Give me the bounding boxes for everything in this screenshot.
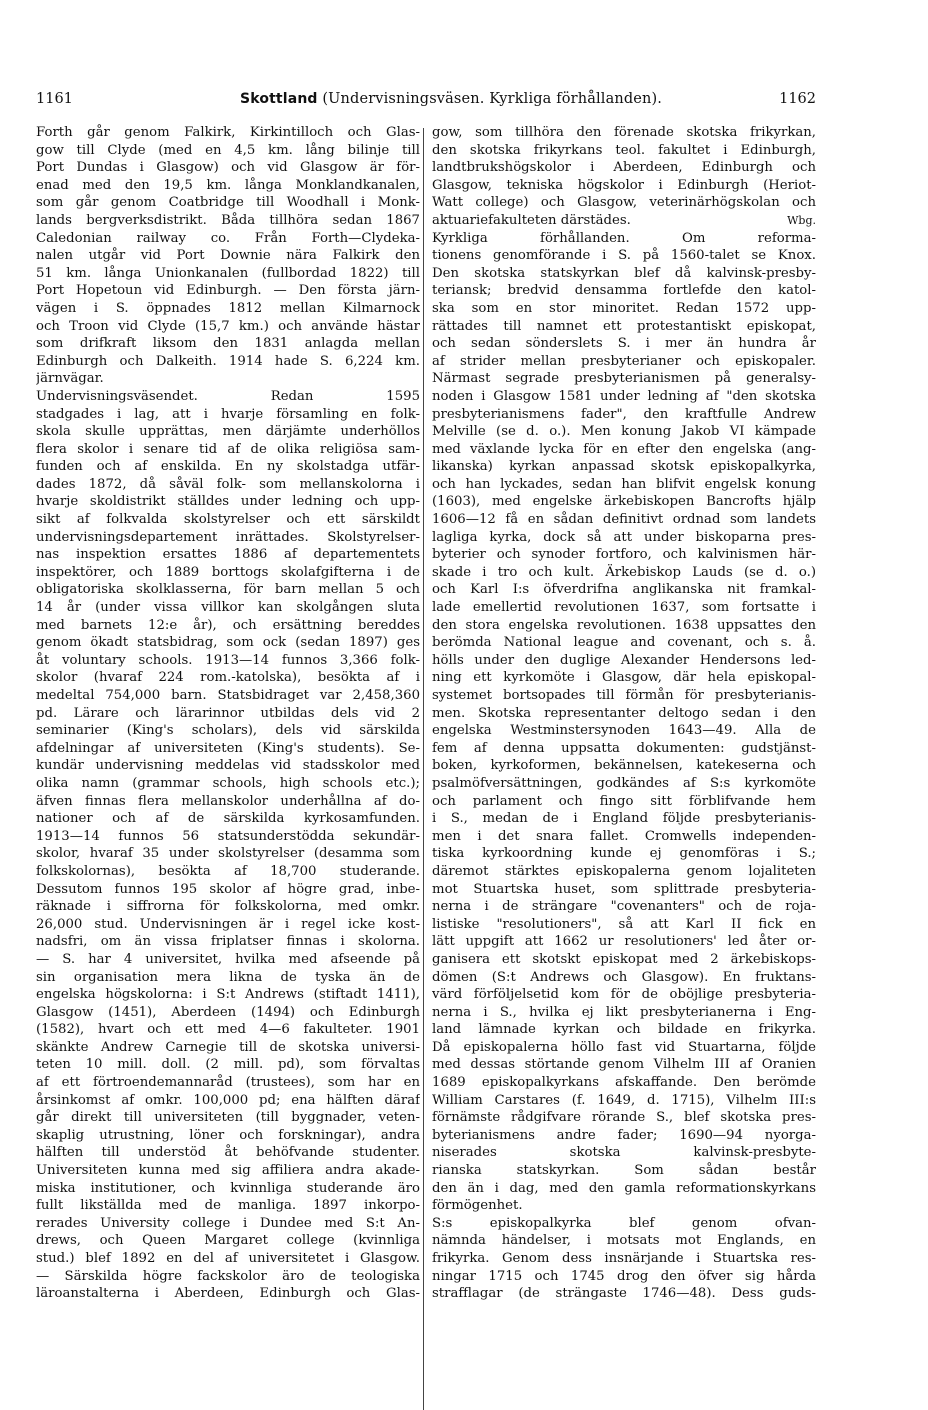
text-line-content: årsinkomst af omkr. 100,000 pd; ena hälften däraf: [36, 1092, 420, 1108]
text-line-content: hvarje skoldistrikt ställdes under ledning och upp-: [36, 494, 420, 510]
text-line: [36, 282, 420, 300]
text-line-content: går direkt till universiteten (till byggnader, veten-: [36, 1110, 420, 1126]
text-line-content: Forth går genom Falkirk, Kirkintilloch och Glas-: [36, 125, 420, 140]
text-line-content: seminarier (King's scholars), dels vid särskilda: [36, 723, 420, 739]
text-line-content: läroanstalterna i Aberdeen, Edinburgh och Glas-: [36, 1286, 420, 1302]
text-line-content: genom ökadt statsbidrag, som ock (sedan 1897) ges: [36, 635, 420, 651]
text-line: [432, 1215, 816, 1233]
text-line: [36, 1109, 420, 1127]
text-line: [432, 546, 816, 564]
text-line-content: och han lyckades, sedan han blifvit engelsk konung: [432, 476, 816, 492]
text-line: [432, 212, 816, 230]
text-line-content: förnämste rådgifvare rörande S., blef skotska pres-: [432, 1110, 816, 1126]
text-line-content: sikt af folkvalda skolstyrelser och ett särskildt: [36, 512, 420, 528]
text-line: [432, 652, 816, 670]
text-line: [432, 810, 816, 828]
text-line: [432, 318, 816, 336]
text-line: [432, 1092, 816, 1110]
text-line-content: lagliga kyrka, dock så att under biskoparna pres-: [432, 529, 816, 545]
text-line: [36, 581, 420, 599]
text-line: [36, 1004, 420, 1022]
text-line-content: inspektörer, och 1889 borttogs skolafgifterna i de: [36, 564, 420, 580]
text-line: [36, 423, 420, 441]
text-line-content: Port Dundas i Glasgow) och vid Glasgow är för-: [36, 160, 420, 176]
text-line: [432, 669, 816, 687]
text-line: [432, 564, 816, 582]
text-line: [432, 265, 816, 283]
text-line-content: med dessas störtande genom Vilhelm III af Oranien: [432, 1057, 816, 1073]
text-line: [432, 722, 816, 740]
text-line-content: skade i tro och kult. Ärkebiskop Lauds (se d. o.): [432, 564, 816, 580]
text-line: [432, 1074, 816, 1092]
text-line-content: olika namn (grammar schools, high schools etc.);: [36, 775, 420, 791]
text-line-content: Dessutom funnos 195 skolor af högre grad, inbe-: [36, 881, 420, 897]
text-line: [36, 1144, 420, 1162]
text-line: [36, 1250, 420, 1268]
page-number-left: 1161: [36, 91, 73, 107]
text-line-content: Edinburgh och Dalkeith. 1914 hade S. 6,224 km.: [36, 353, 420, 369]
text-line-content: listiske "resolutioners", så att Karl II fick en: [432, 916, 816, 932]
text-line-content: lätt uppgift att 1662 ur resolutioners' led åter or-: [432, 934, 816, 950]
text-line: [36, 1092, 420, 1110]
author-signature: Wbg.: [787, 213, 816, 227]
text-line: [36, 617, 420, 635]
text-line: [36, 159, 420, 177]
text-line: [432, 916, 816, 934]
page-header: [36, 86, 816, 112]
text-line: [36, 1127, 420, 1145]
text-line-content: afdelningar af universiteten (King's students). Se-: [36, 740, 420, 756]
text-line: [432, 599, 816, 617]
text-line: [36, 845, 420, 863]
text-line: [432, 142, 816, 160]
text-line-content: nerna i de strängare "covenanters" och de roja-: [432, 899, 816, 915]
text-line: [432, 300, 816, 318]
text-line-content: 51 km. långa Unionkanalen (fullbordad 1822) till: [36, 265, 420, 281]
text-line: [432, 159, 816, 177]
text-line: [36, 951, 420, 969]
text-line-content: Då episkopalerna höllo fast vid Stuartarna, följde: [432, 1039, 816, 1055]
text-line-content: Caledonian railway co. Från Forth—Clydeka-: [36, 230, 420, 246]
text-line: [36, 1285, 420, 1303]
text-line-content: gow, som tillhöra den förenade skotska frikyrkan,: [432, 125, 816, 140]
text-line-content: i S., medan de i England följde presbyterianis-: [432, 811, 816, 827]
text-line: [432, 511, 816, 529]
text-line-content: ganisera ett skotskt episkopat med 2 ärkebiskops-: [432, 951, 816, 967]
text-line-content: engelska högskolorna: i S:t Andrews (stiftadt 1411),: [36, 987, 420, 1003]
text-line: [432, 493, 816, 511]
text-line: [36, 1162, 420, 1180]
text-line: [36, 986, 420, 1004]
text-line-content: strafflagar (de strängaste 1746—48). Dess guds-: [432, 1286, 816, 1302]
text-line: [432, 1180, 816, 1198]
text-line: [432, 370, 816, 388]
text-line-content: 1606—12 få en sådan definitivt ordnad som landets: [432, 512, 816, 528]
text-line-content: 14 år (under vissa villkor kan skolgången sluta: [36, 600, 420, 616]
text-line-content: William Carstares (f. 1649, d. 1715), Vilhelm III:s: [432, 1092, 816, 1108]
text-line: [36, 441, 420, 459]
text-line: [432, 388, 816, 406]
text-line: [36, 370, 420, 388]
text-line-content: noden i Glasgow 1581 under ledning af "den skotska: [432, 388, 816, 404]
text-line-content: fem af denna uppsatta dokumenten: gudstjänst-: [432, 740, 816, 756]
text-line: [432, 863, 816, 881]
text-line: [432, 124, 816, 142]
text-line: [36, 740, 420, 758]
text-line: [432, 740, 816, 758]
text-line: [36, 230, 420, 248]
text-line: [36, 476, 420, 494]
text-line: [432, 581, 816, 599]
text-line: [36, 916, 420, 934]
text-line-content: 1689 episkopalkyrkans afskaffande. Den berömde: [432, 1075, 816, 1091]
running-title: [240, 86, 662, 112]
text-line-content: aktuariefakulteten därstädes.: [432, 212, 631, 228]
text-line: [432, 406, 816, 424]
text-line: [36, 212, 420, 230]
text-line: [432, 458, 816, 476]
text-line: [432, 1039, 816, 1057]
left-column: [36, 124, 420, 1303]
text-line-content: åt voluntary schools. 1913—14 funnos 3,366 folk-: [36, 652, 420, 668]
text-line: [432, 247, 816, 265]
text-line: [36, 687, 420, 705]
text-line: [432, 1004, 816, 1022]
text-line: [432, 230, 816, 248]
text-line: [36, 634, 420, 652]
text-line-content: Watt college) och Glasgow, veterinärhögskolan och: [432, 195, 816, 211]
text-line: [36, 564, 420, 582]
text-line-content: förmögenhet.: [432, 1198, 523, 1214]
page-number-right: 1162: [779, 91, 816, 107]
text-line: [36, 1021, 420, 1039]
text-line-content: räknade i siffrorna för folkskolorna, med omkr.: [36, 899, 420, 915]
text-line: [36, 705, 420, 723]
text-line: [432, 705, 816, 723]
text-line: [36, 898, 420, 916]
text-line-content: (1582), hvart och ett med 4—6 fakulteter. 1901: [36, 1022, 420, 1038]
text-line-content: skolor, hvaraf 35 under skolstyrelser (desamma som: [36, 846, 420, 862]
text-line-content: mot Stuartska huset, som splittrade presbyteria-: [432, 881, 816, 897]
text-line: [432, 194, 816, 212]
text-line-content: rättades till namnet ett protestantiskt episkopat,: [432, 318, 816, 334]
text-line-content: funden och af enskilda. En ny skolstadga utfär-: [36, 459, 420, 475]
text-line: [36, 1197, 420, 1215]
text-line-content: teriansk; bredvid densamma fortlefde den katol-: [432, 283, 816, 299]
text-line-content: teten 10 mill. doll. (2 mill. pd), som förvaltas: [36, 1057, 420, 1073]
text-line-content: folkskolornas), besökta af 18,700 studerande.: [36, 863, 420, 879]
text-line-content: boken, kyrkoformen, bekännelsen, katekeserna och: [432, 758, 816, 774]
text-line: [432, 1056, 816, 1074]
text-line-content: hölls under den duglige Alexander Hendersons led-: [432, 652, 816, 668]
text-line: [36, 335, 420, 353]
text-line-content: kundär undervisning meddelas vid stadsskolor med: [36, 758, 420, 774]
text-line: [432, 986, 816, 1004]
text-line-content: ning ett kyrkomöte i Glasgow, där hela episkopal-: [432, 670, 816, 686]
text-line-content: lade emellertid revolutionen 1637, som fortsatte i: [432, 600, 816, 616]
text-line-content: hälften till understöd åt behöfvande studenter.: [36, 1145, 420, 1161]
text-line-content: skolor (hvaraf 224 rom.-katolska), besökta af i: [36, 670, 420, 686]
text-line: [36, 511, 420, 529]
text-line: [432, 634, 816, 652]
text-line-content: sin organisation mera likna de tyska än de: [36, 969, 420, 985]
text-line-content: pd. Lärare och lärarinnor utbildas dels vid 2: [36, 705, 420, 721]
text-line: [36, 142, 420, 160]
text-line-content: Den skotska statskyrkan blef då kalvinsk-presby-: [432, 265, 816, 281]
text-line-content: men. Skotska representanter deltogo sedan i den: [432, 705, 816, 721]
text-line-content: obligatoriska skolklasserna, för barn mellan 5 och: [36, 582, 420, 598]
text-line-content: berömda National league and covenant, och s. å.: [432, 635, 816, 651]
text-line-content: men i det snara fallet. Cromwells independen-: [432, 828, 816, 844]
text-line-content: af strider mellan presbyterianer och episkopaler.: [432, 353, 816, 369]
text-line-content: dömen (S:t Andrews och Glasgow). En fruktans-: [432, 969, 816, 985]
text-line-content: stud.) blef 1892 en del af universitetet i Glasgow.: [36, 1251, 420, 1266]
text-line-content: järnvägar.: [36, 371, 104, 387]
text-line: [432, 898, 816, 916]
text-line: [36, 406, 420, 424]
text-line-content: undervisningsdepartement inrättades. Skolstyrelser-: [36, 529, 420, 545]
text-line-content: presbyterianismens fader", den kraftfulle Andrew: [432, 406, 816, 422]
text-line: [432, 1268, 816, 1286]
text-line: [36, 969, 420, 987]
text-line-content: (1603), med engelske ärkebiskopen Bancrofts hjälp: [432, 494, 816, 510]
text-line-content: nämnda händelser, i motsats mot Englands, en: [432, 1233, 816, 1249]
text-line: [36, 124, 420, 142]
text-line-content: medeltal 754,000 barn. Statsbidraget var 2,458,360: [36, 688, 420, 703]
text-line: [36, 1074, 420, 1092]
text-line: [36, 933, 420, 951]
text-line: [432, 1127, 816, 1145]
text-line: [36, 652, 420, 670]
text-line-content: däremot stärktes episkopalerna genom lojaliteten: [432, 863, 816, 879]
text-line-content: niserades skotska kalvinsk-presbyte-: [432, 1145, 816, 1161]
text-line: [432, 881, 816, 899]
text-line-content: engelska Westminstersynoden 1643—49. Alla de: [432, 723, 816, 739]
text-line-content: ningar 1715 och 1745 drog den öfver sig hårda: [432, 1268, 816, 1284]
text-line: [36, 1215, 420, 1233]
text-line-content: värd förföljelsetid kom för de oböjlige presbyteria-: [432, 987, 816, 1003]
text-line: [36, 318, 420, 336]
text-line: [36, 828, 420, 846]
text-line-content: som går genom Coatbridge till Woodhall i Monk-: [36, 195, 420, 211]
text-line: [432, 423, 816, 441]
text-line: [36, 177, 420, 195]
right-column: [432, 124, 816, 1303]
text-line: [432, 687, 816, 705]
text-line: [432, 1162, 816, 1180]
text-line: [36, 194, 420, 212]
text-line-content: 26,000 stud. Undervisningen är i regel icke kost-: [36, 916, 420, 932]
text-line-content: äfven finnas flera mellanskolor underhållna af do-: [36, 793, 420, 809]
text-line: [36, 247, 420, 265]
text-line-content: skaplig utrustning, löner och forskningar), andra: [36, 1127, 420, 1143]
text-line: [432, 828, 816, 846]
text-line: [432, 775, 816, 793]
text-line: [36, 353, 420, 371]
text-line: [432, 845, 816, 863]
text-line-content: stadgades i lag, att i hvarje församling en folk-: [36, 406, 420, 422]
text-line: [36, 546, 420, 564]
text-line-content: Port Hopetoun vid Edinburgh. — Den första järn-: [36, 283, 420, 299]
text-line: [432, 1109, 816, 1127]
text-line-content: rerades University college i Dundee med S:t An-: [36, 1215, 420, 1231]
text-line: [36, 722, 420, 740]
text-line: [432, 441, 816, 459]
text-line-content: frikyrka. Genom dess insnärjande i Stuartska res-: [432, 1251, 816, 1266]
text-line: [432, 1144, 816, 1162]
text-line: [432, 529, 816, 547]
text-line-content: nas inspektion ersattes 1886 af departementets: [36, 547, 420, 563]
text-line-content: enad med den 19,5 km. långa Monklandkanalen,: [36, 177, 420, 193]
text-line-content: gow till Clyde (med en 4,5 km. lång bilinje till: [36, 142, 420, 158]
text-line-content: den än i dag, med den gamla reformationskyrkans: [432, 1180, 816, 1196]
text-line-content: som drifkraft liksom den 1831 anlagda mellan: [36, 336, 420, 352]
text-line: [432, 476, 816, 494]
running-title-rest: (Undervisningsväsen. Kyrkliga förhållanden).: [317, 91, 663, 107]
text-line: [36, 493, 420, 511]
text-line-content: nadsfri, om än vissa friplatser finnas i skolorna.: [36, 934, 420, 950]
text-line: [36, 1268, 420, 1286]
text-line: [36, 757, 420, 775]
text-line-content: Kyrkliga förhållanden. Om reforma-: [432, 230, 816, 246]
text-line: [432, 1232, 816, 1250]
text-line: [36, 810, 420, 828]
text-line-content: och parlament och fingo sitt förblifvande hem: [432, 793, 816, 809]
text-line: [36, 1232, 420, 1250]
text-line: [432, 353, 816, 371]
text-line-content: Melville (se d. o.). Men konung Jakob VI kämpade: [432, 424, 816, 440]
text-line: [36, 863, 420, 881]
text-line: [432, 951, 816, 969]
text-line: [36, 265, 420, 283]
text-line-content: den skotska frikyrkans teol. fakultet i Edinburgh,: [432, 142, 816, 158]
text-line-content: rianska statskyrkan. Som sådan består: [432, 1163, 816, 1179]
text-line-content: vägen i S. öppnades 1812 mellan Kilmarnock: [36, 300, 420, 316]
text-line: [36, 793, 420, 811]
text-line: [432, 1197, 816, 1215]
text-line: [36, 458, 420, 476]
text-line-content: Närmast segrade presbyterianismen på generalsy-: [432, 371, 816, 387]
text-line-content: med växlande lycka för en efter den engelska (ang-: [432, 441, 816, 457]
text-line-content: tionens genomförande i S. på 1560-talet se Knox.: [432, 248, 816, 264]
running-title-keyword: Skottland: [240, 91, 318, 107]
text-line-content: Glasgow, tekniska högskolor i Edinburgh (Heriot-: [432, 177, 816, 193]
text-line-content: skola skulle upprättas, men därjämte underhöllos: [36, 424, 420, 440]
text-line-content: Universiteten kunna med sig affiliera andra akade-: [36, 1163, 420, 1179]
text-line-content: miska institutioner, och kvinnliga studerande äro: [36, 1180, 420, 1196]
text-line: [432, 1021, 816, 1039]
text-line-content: landtbrukshögskolor i Aberdeen, Edinburgh och: [432, 160, 816, 176]
text-line: [432, 177, 816, 195]
text-line-content: psalmöfversättningen, godkändes af S:s kyrkomöte: [432, 775, 816, 791]
text-line-content: drews, och Queen Margaret college (kvinnliga: [36, 1233, 420, 1249]
text-line: [36, 599, 420, 617]
text-line-content: nationer och af de särskilda kyrkosamfunden.: [36, 811, 420, 827]
text-line: [432, 933, 816, 951]
text-line-content: 1913—14 funnos 56 statsunderstödda sekundär-: [36, 828, 420, 844]
text-line: [432, 282, 816, 300]
text-line-content: — Särskilda högre fackskolor äro de teologiska: [36, 1268, 420, 1284]
text-line-content: lands bergverksdistrikt. Båda tillhöra sedan 1867: [36, 212, 420, 228]
text-line-content: land lämnade kyrkan och bildade en frikyrka.: [432, 1022, 816, 1038]
text-line: [36, 881, 420, 899]
text-line-content: S:s episkopalkyrka blef genom ofvan-: [432, 1215, 816, 1231]
text-line-content: den stora engelska revolutionen. 1638 uppsattes den: [432, 617, 816, 633]
text-line-content: Undervisningsväsendet. Redan 1595: [36, 388, 420, 404]
text-line: [36, 775, 420, 793]
text-line: [36, 300, 420, 318]
text-line: [432, 335, 816, 353]
text-line-content: fullt likställda med de manliga. 1897 inkorpo-: [36, 1198, 420, 1214]
text-line-content: nerna i S., hvilka ej likt presbyterianerna i Eng-: [432, 1004, 816, 1020]
text-line: [36, 1056, 420, 1074]
text-line-content: och Troon vid Clyde (15,7 km.) och använde hästar: [36, 318, 420, 334]
text-line: [432, 757, 816, 775]
text-line: [432, 1250, 816, 1268]
text-line-content: likanska) kyrkan anpassad skotsk episkopalkyrka,: [432, 459, 816, 475]
text-line-content: nalen utgår vid Port Downie nära Falkirk den: [36, 248, 420, 264]
text-line: [36, 1180, 420, 1198]
text-line: [432, 793, 816, 811]
text-line-content: Glasgow (1451), Aberdeen (1494) och Edinburgh: [36, 1004, 420, 1020]
text-line-content: flera skolor i senare tid af de olika religiösa sam-: [36, 441, 420, 457]
text-line-content: byterianismens andre fader; 1690—94 nyorga-: [432, 1127, 816, 1143]
text-line: [432, 1285, 816, 1303]
text-line-content: och Karl I:s öfverdrifna anglikanska nit framkal-: [432, 582, 816, 598]
text-line-content: skänkte Andrew Carnegie till de skotska universi-: [36, 1039, 420, 1055]
text-line-content: systemet bortsopades till förmån för presbyterianis-: [432, 688, 816, 703]
text-line: [432, 617, 816, 635]
column-divider: [423, 128, 424, 1410]
text-line: [36, 669, 420, 687]
text-line-content: af ett förtroendemannaråd (trustees), som har en: [36, 1075, 420, 1091]
text-line-content: dades 1872, då såväl folk- som mellanskolorna i: [36, 476, 420, 492]
text-line: [36, 1039, 420, 1057]
text-line-content: byterier och synoder fortforo, och kalvinismen här-: [432, 547, 816, 563]
text-line-content: ska som en stor minoritet. Redan 1572 upp-: [432, 300, 816, 316]
text-line: [36, 529, 420, 547]
text-line: [36, 388, 420, 406]
text-line-content: tiska kyrkoordning kunde ej genomföras i S.;: [432, 846, 816, 862]
text-line: [432, 969, 816, 987]
text-line-content: och sedan sönderslets S. i mer än hundra år: [432, 336, 816, 352]
text-line-content: med barnets 12:e år), och ersättning bereddes: [36, 617, 420, 633]
text-line-content: — S. har 4 universitet, hvilka med afseende på: [36, 951, 420, 967]
